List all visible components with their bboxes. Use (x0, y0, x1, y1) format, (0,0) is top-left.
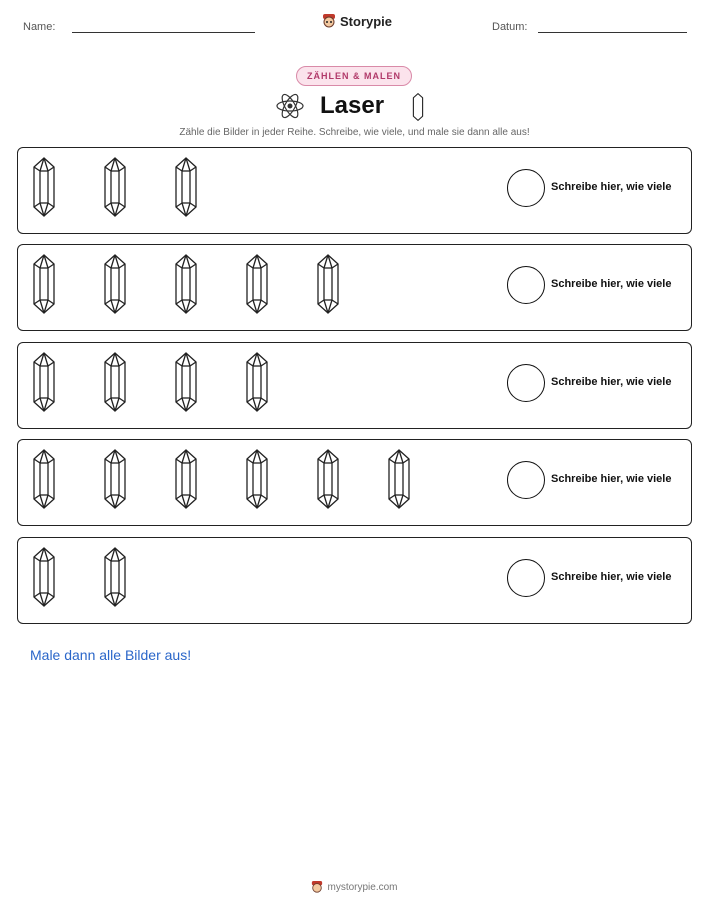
crystal-icon (244, 351, 270, 413)
write-count-label: Schreibe hier, wie viele (551, 376, 672, 388)
crystal-icon (102, 253, 128, 315)
crystal-icon (31, 448, 57, 510)
name-line[interactable] (72, 32, 255, 33)
mascot-icon (311, 880, 323, 894)
write-count-label: Schreibe hier, wie viele (551, 571, 672, 583)
write-count-label: Schreibe hier, wie viele (551, 473, 672, 485)
brand-name: Storypie (340, 13, 393, 29)
crystal-icon (173, 351, 199, 413)
answer-circle[interactable] (507, 266, 545, 304)
crystal-icon (31, 253, 57, 315)
crystal-icon (244, 448, 270, 510)
crystal-icon (102, 448, 128, 510)
footer-url: mystorypie.com (327, 881, 398, 893)
answer-circle[interactable] (507, 559, 545, 597)
crystal-icon (102, 546, 128, 608)
crystal-icon (315, 448, 341, 510)
date-line[interactable] (538, 32, 687, 33)
crystal-icon (386, 448, 412, 510)
brand-logo (322, 13, 392, 29)
crystal-icon (412, 92, 424, 122)
answer-circle[interactable] (507, 364, 545, 402)
mascot-icon (322, 13, 336, 29)
crystal-icon (31, 351, 57, 413)
footer (0, 880, 709, 894)
answer-circle[interactable] (507, 461, 545, 499)
category-badge: ZÄHLEN & MALEN (296, 66, 412, 86)
crystal-icon (31, 546, 57, 608)
crystal-icon (102, 156, 128, 218)
crystal-icon (173, 253, 199, 315)
crystal-icon (244, 253, 270, 315)
instruction-text: Zähle die Bilder in jeder Reihe. Schreibe, wie viele, und male sie dann alle aus! (179, 127, 530, 138)
counting-row (17, 147, 692, 234)
counting-row (17, 342, 692, 429)
crystal-icon (173, 448, 199, 510)
crystal-icon (102, 351, 128, 413)
footer-note: Male dann alle Bilder aus! (30, 647, 192, 663)
name-label: Name: (23, 21, 56, 33)
write-count-label: Schreibe hier, wie viele (551, 278, 672, 290)
crystal-icon (173, 156, 199, 218)
write-count-label: Schreibe hier, wie viele (551, 181, 672, 193)
crystal-icon (31, 156, 57, 218)
answer-circle[interactable] (507, 169, 545, 207)
crystal-icon (315, 253, 341, 315)
atom-icon (275, 91, 305, 121)
date-label: Datum: (492, 21, 528, 33)
counting-row (17, 439, 692, 526)
counting-row (17, 244, 692, 331)
page-title: Laser (320, 92, 385, 119)
counting-row (17, 537, 692, 624)
